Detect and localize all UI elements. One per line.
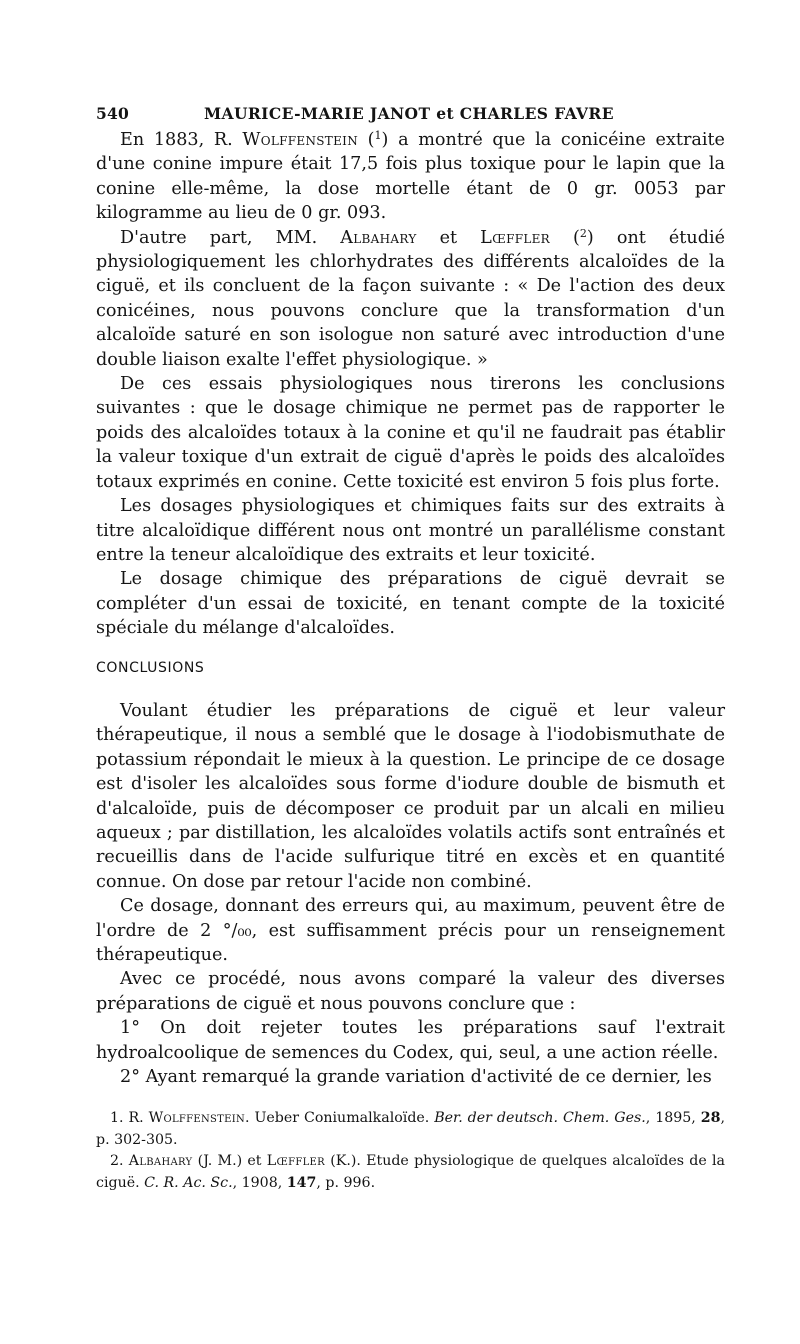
footnote-ref-1: 1 — [374, 129, 382, 142]
footnote-ref-2: 2 — [579, 226, 587, 240]
volume-number: 147 — [286, 1174, 317, 1191]
paragraph-7: Ce dosage, donnant des erreurs qui, au maximum, peuvent être de l'ordre de 2 °/₀₀, est suffisamment précis pour un renseignement thérapeutique. — [96, 896, 726, 965]
paragraph-9: 1° On doit rejeter toutes les préparations sauf l'extrait hydroalcoolique de semences du Codex, qui, seul, a une action réelle. — [96, 1018, 725, 1063]
author-name: Albahary — [340, 227, 417, 248]
footnote-2: 2. Albahary (J. M.) et Lœffler (K.). Etude physiologique de quelques alcaloïdes de la ciguë. C. R. Ac. Sc., 1908, 147, p. 996. — [96, 1153, 725, 1191]
paragraph-5: Le dosage chimique des préparations de ciguë devrait se compléter d'un essai de toxicité, en tenant compte de la toxicité spéciale du mélange d'alcaloïdes. — [96, 569, 725, 639]
per-mille-sign: °/₀₀ — [222, 920, 252, 941]
author-name: Albahary — [128, 1153, 193, 1169]
paragraph-2: D'autre part, MM. Albahary et Lœffler ($^2$) ont étudié physiologiquement les chlorhydrates des différents alcaloïdes de la ciguë, et ils concluent de la façon suivante : « De l'action des deux conicéines, nous pouvons conclure que la transformation d'un alcaloïde saturé en son isologue non saturé avec introduction d'une double liaison exalte l'effet physiologique. » — [96, 226, 726, 370]
running-header — [96, 104, 725, 128]
paragraph-10: 2° Ayant remarqué la grande variation d'activité de ce dernier, les — [120, 1067, 712, 1088]
paragraph-4: Les dosages physiologiques et chimiques faits sur des extraits à titre alcaloïdique différent nous ont montré un parallélisme constant entre la teneur alcaloïdique des extraits et leur toxicité. — [96, 496, 725, 565]
author-name: Lœffler — [480, 227, 550, 248]
section-title: CONCLUSIONS — [96, 659, 205, 676]
footnotes — [96, 1108, 725, 1194]
page-number: 540 — [96, 104, 129, 123]
article-body — [96, 128, 725, 1089]
volume-number: 28 — [700, 1110, 721, 1126]
footnote-1: 1. R. Wolffenstein. Ueber Coniumalkaloïde. Ber. der deutsch. Chem. Ges., 1895, 28, p. 302-305. — [96, 1110, 725, 1148]
running-title: MAURICE-MARIE JANOT et CHARLES FAVRE — [204, 104, 614, 123]
journal-name: C. R. Ac. Sc. — [144, 1174, 233, 1191]
page-content — [96, 104, 725, 1089]
paragraph-1: En 1883, R. Wolffenstein ($^1$) a montré que la conicéine extraite d'une conine impure était 17,5 fois plus toxique pour le lapin que la conine elle-même, la dose mortelle étant de 0 gr. 0053 par kilogramme au lieu de 0 gr. 093. — [96, 129, 725, 224]
journal-name: Ber. der deutsch. Chem. Ges. — [434, 1110, 646, 1126]
author-name: Wolffenstein — [242, 130, 359, 150]
author-name: Lœffler — [266, 1153, 325, 1169]
author-name: Wolffenstein — [148, 1110, 246, 1126]
paragraph-8: Avec ce procédé, nous avons comparé la valeur des diverses préparations de ciguë et nous pouvons conclure que : — [96, 969, 725, 1014]
paragraph-6: Voulant étudier les préparations de ciguë et leur valeur thérapeutique, il nous a semblé que le dosage à l'iodobismuthate de potassium répondait le mieux à la question. Le principe de ce dosage est d'isoler les alcaloïdes sous forme d'iodure double de bismuth et d'alcaloïde, puis de décomposer ce produit par un alcali en milieu aqueux ; par distillation, les alcaloïdes volatils actifs sont entraînés et recueillis dans de l'acide sulfurique titré en excès et en quantité connue. On dose par retour l'acide non combiné. — [96, 700, 725, 892]
paragraph-3: De ces essais physiologiques nous tirerons les conclusions suivantes : que le dosage chimique ne permet pas de rapporter le poids des alcaloïdes totaux à la conine et qu'il ne faudrait pas établir la valeur toxique d'un extrait de ciguë d'après le poids des alcaloïdes totaux exprimés en conine. Cette toxicité est environ 5 fois plus forte. — [96, 374, 725, 492]
